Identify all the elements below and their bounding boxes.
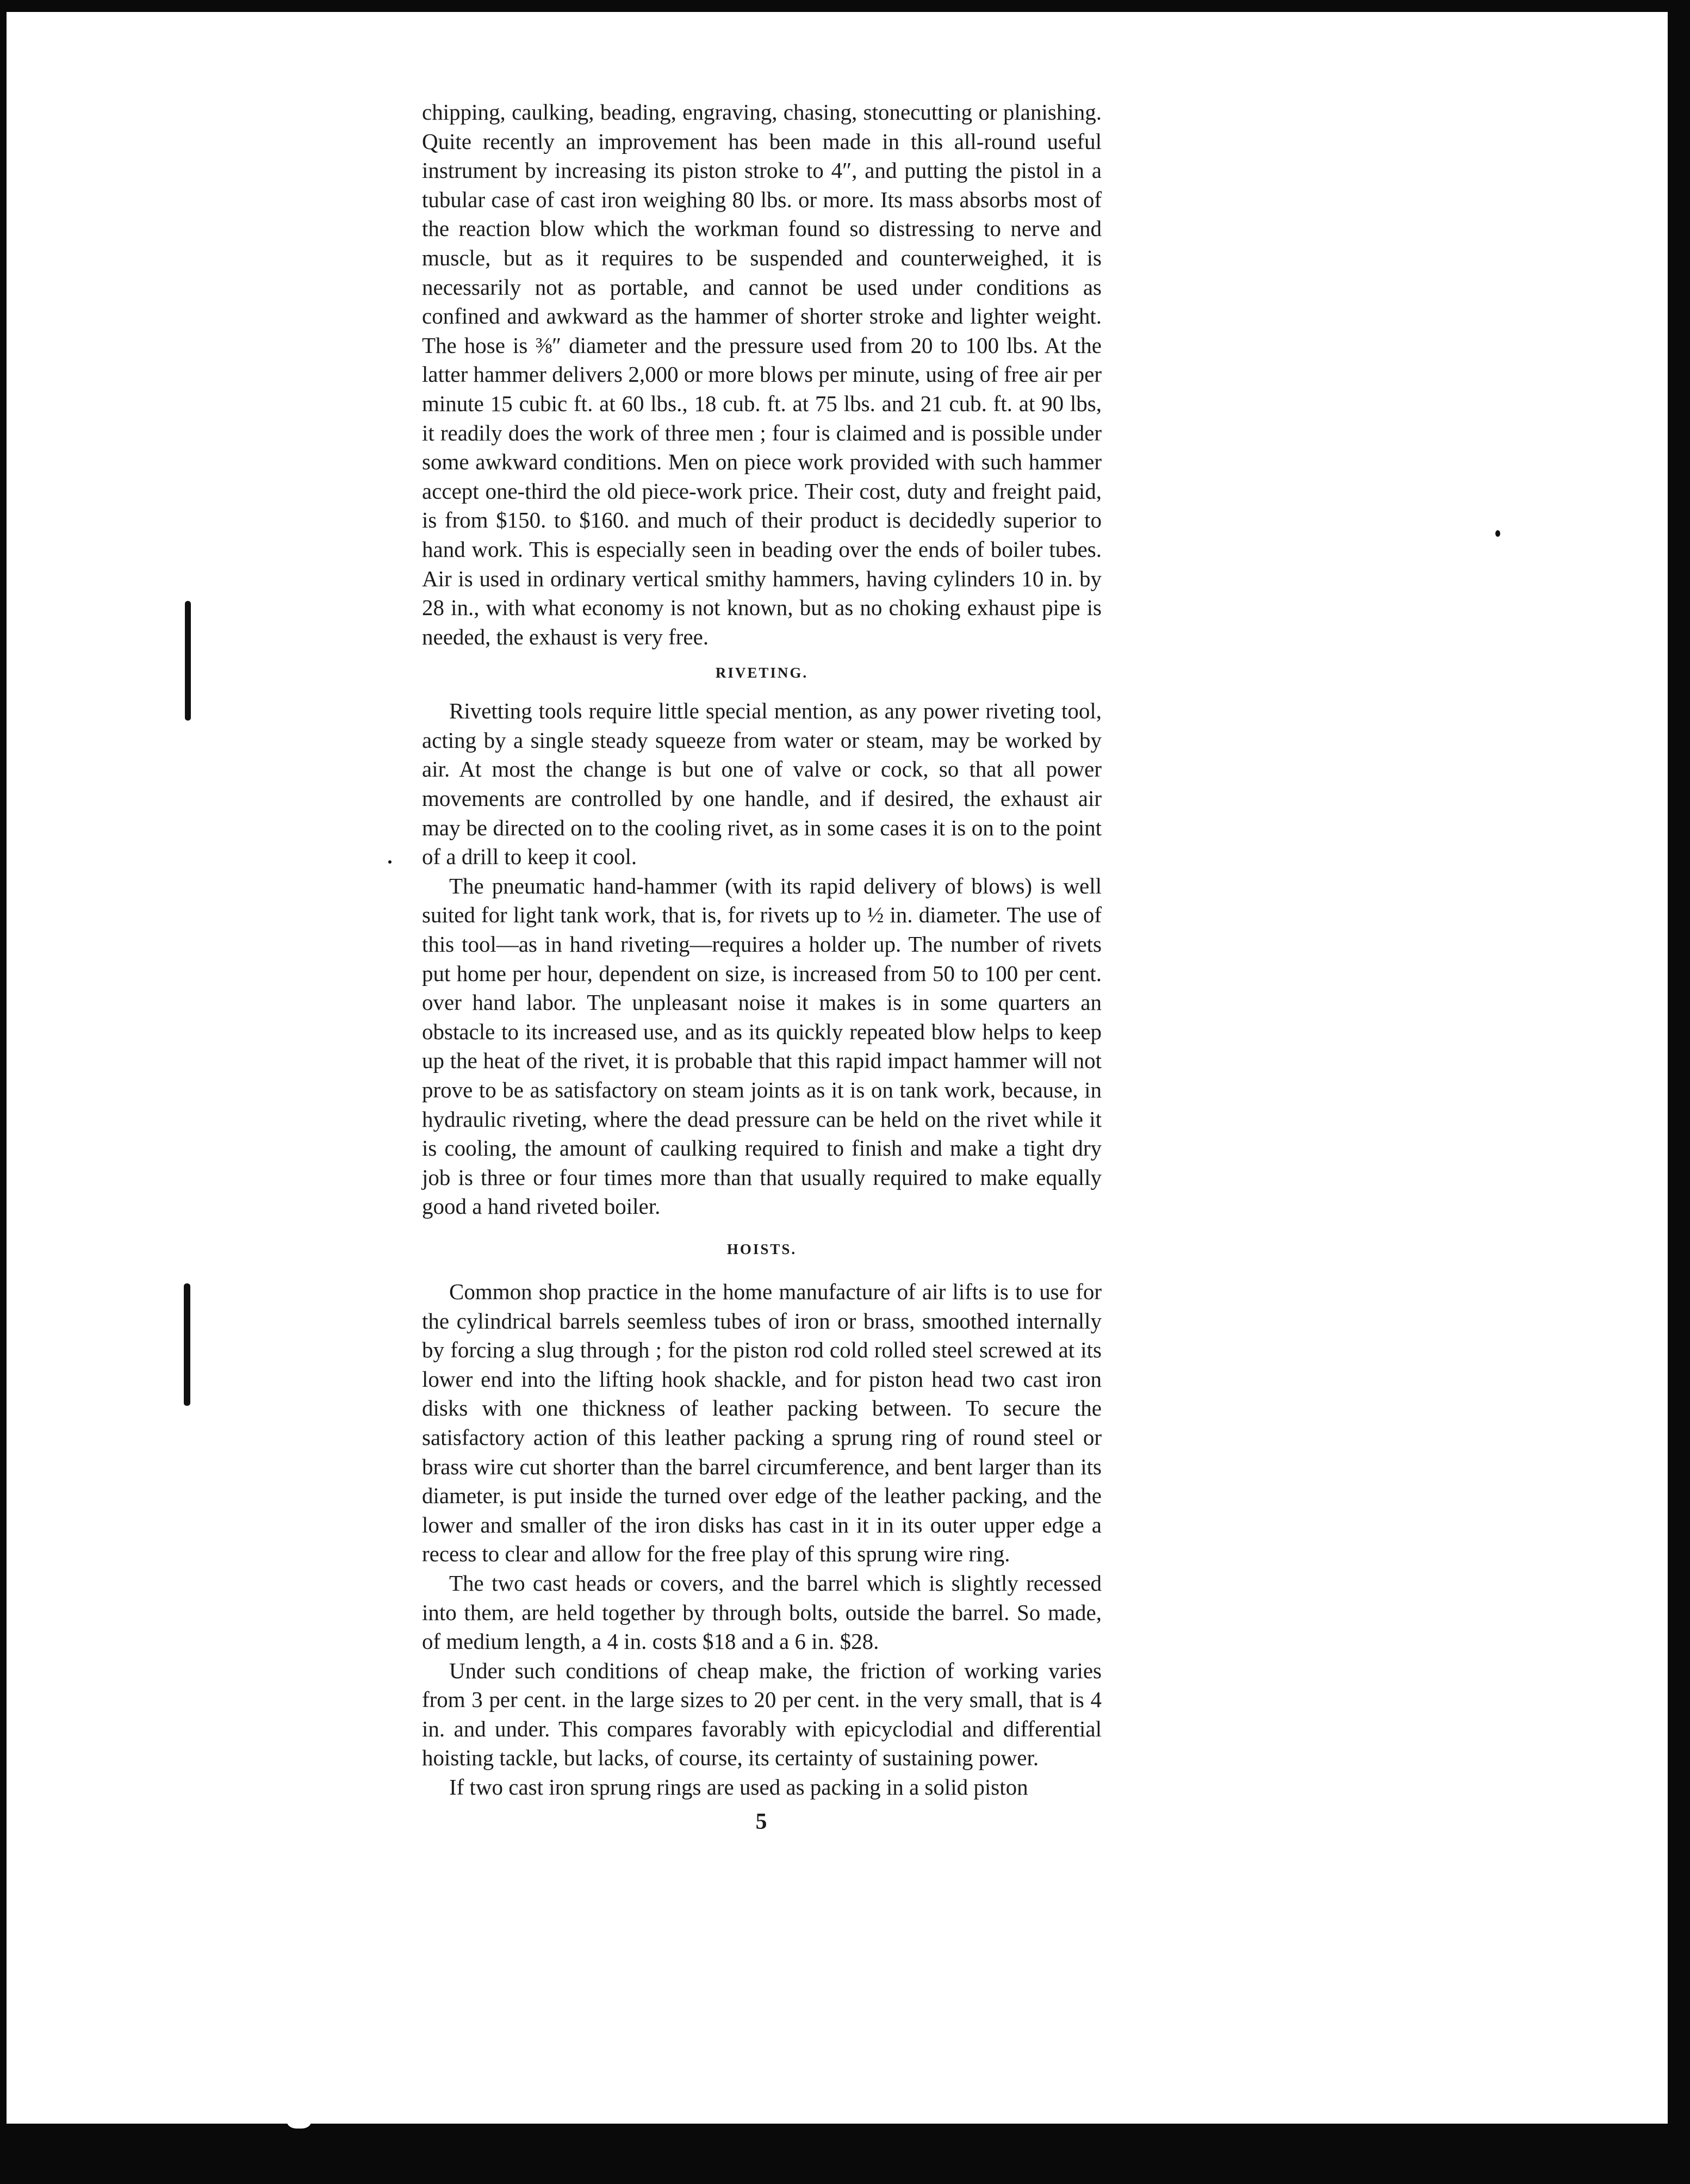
- riveting-paragraph-2: The pneumatic hand-hammer (with its rapid delivery of blows) is well suited for light tank work, that is, for rivets up to ½ in. diameter. The use of this tool—as in hand riveting—requires a holder up. The number of rivets put home per hour, dependent on size, is increased from 50 to 100 per cent. over hand labor. The unpleasant noise it makes is in some quarters an obstacle to its increased use, and as its quickly repeated blow helps to keep up the heat of the rivet, it is probable that this rapid impact hammer will not prove to be as satisfactory on steam joints as it is on tank work, because, in hydraulic riveting, where the dead pressure can be held on the rivet while it is cooling, the amount of caulking required to finish and make a tight dry job is three or four times more than that usually required to make equally good a hand riveted boiler.: [422, 873, 1102, 1219]
- binding-mark-upper: [185, 601, 191, 721]
- scan-border-left: [0, 0, 7, 2184]
- riveting-paragraph-1: Rivetting tools require little special mention, as any power riveting tool, acting by a single steady squeeze from water or steam, may be worked by air. At most the change is but one of valve or cock, so that all power movements are controlled by one handle, and if desired, the exhaust air may be directed on to the cooling rivet, as in some cases it is on to the point of a drill to keep it cool.: [422, 698, 1102, 870]
- page-text-column: [422, 98, 1102, 1835]
- scan-speck-right: [1495, 530, 1500, 537]
- hoists-paragraph-1: Common shop practice in the home manufacture of air lifts is to use for the cylindrical barrels seemless tubes of iron or brass, smoothed internally by forcing a slug through ; for the piston rod cold rolled steel screwed at its lower end into the lifting hook shackle, and for piston head two cast iron disks with one thickness of leather packing between. To secure the satisfactory action of this leather packing a sprung ring of round steel or brass wire cut shorter than the barrel circumference, and bent larger than its diameter, is put inside the turned over edge of the leather packing, and the lower and smaller of the iron disks has cast in it in its outer upper edge a recess to clear and allow for the free play of this sprung wire ring.: [422, 1279, 1102, 1567]
- scan-speck-bottom-left: [287, 2112, 311, 2129]
- hoists-paragraph-3: Under such conditions of cheap make, the friction of working varies from 3 per cent. in the large sizes to 20 per cent. in the very small, that is 4 in. and under. This compares favorably with epicyclodial and differential hoisting tackle, but lacks, of course, its certainty of sustaining power.: [422, 1658, 1102, 1771]
- page-number: 5: [755, 1809, 768, 1834]
- scan-border-bottom: [0, 2124, 1690, 2184]
- intro-paragraph: chipping, caulking, beading, engraving, chasing, stonecutting or planishing. Quite recently an improvement has been made in this all-round useful instrument by increasing its piston stroke to 4″, and putting the pistol in a tubular case of cast iron weighing 80 lbs. or more. Its mass absorbs most of the reaction blow which the workman found so distressing to nerve and muscle, but as it requires to be suspended and counterweighed, it is necessarily not as portable, and cannot be used under conditions as confined and awkward as the hammer of shorter stroke and lighter weight. The hose is ⅜″ diameter and the pressure used from 20 to 100 lbs. At the latter hammer delivers 2,000 or more blows per minute, using of free air per minute 15 cubic ft. at 60 lbs., 18 cub. ft. at 75 lbs. and 21 cub. ft. at 90 lbs, it readily does the work of three men ; four is claimed and is possible under some awkward conditions. Men on piece work provided with such hammer accept one-third the old piece-work price. Their cost, duty and freight paid, is from $150. to $160. and much of their product is decidedly superior to hand work. This is especially seen in beading over the ends of boiler tubes. Air is used in ordinary vertical smithy hammers, having cylinders 10 in. by 28 in., with what economy is not known, but as no choking exhaust pipe is needed, the exhaust is very free.: [422, 100, 1102, 649]
- scan-border-right: [1668, 0, 1690, 2184]
- scan-border-top: [0, 0, 1690, 12]
- binding-mark-lower: [184, 1283, 190, 1406]
- hoists-paragraph-4: If two cast iron sprung rings are used as packing in a solid piston: [449, 1774, 1028, 1800]
- section-heading-riveting: RIVETING.: [715, 665, 809, 681]
- scan-speck-left: [388, 860, 392, 864]
- section-heading-hoists: HOISTS.: [726, 1240, 797, 1257]
- hoists-paragraph-2: The two cast heads or covers, and the barrel which is slightly recessed into them, are held together by through bolts, outside the barrel. So made, of medium length, a 4 in. costs $18 and a 6 in. $28.: [422, 1570, 1102, 1654]
